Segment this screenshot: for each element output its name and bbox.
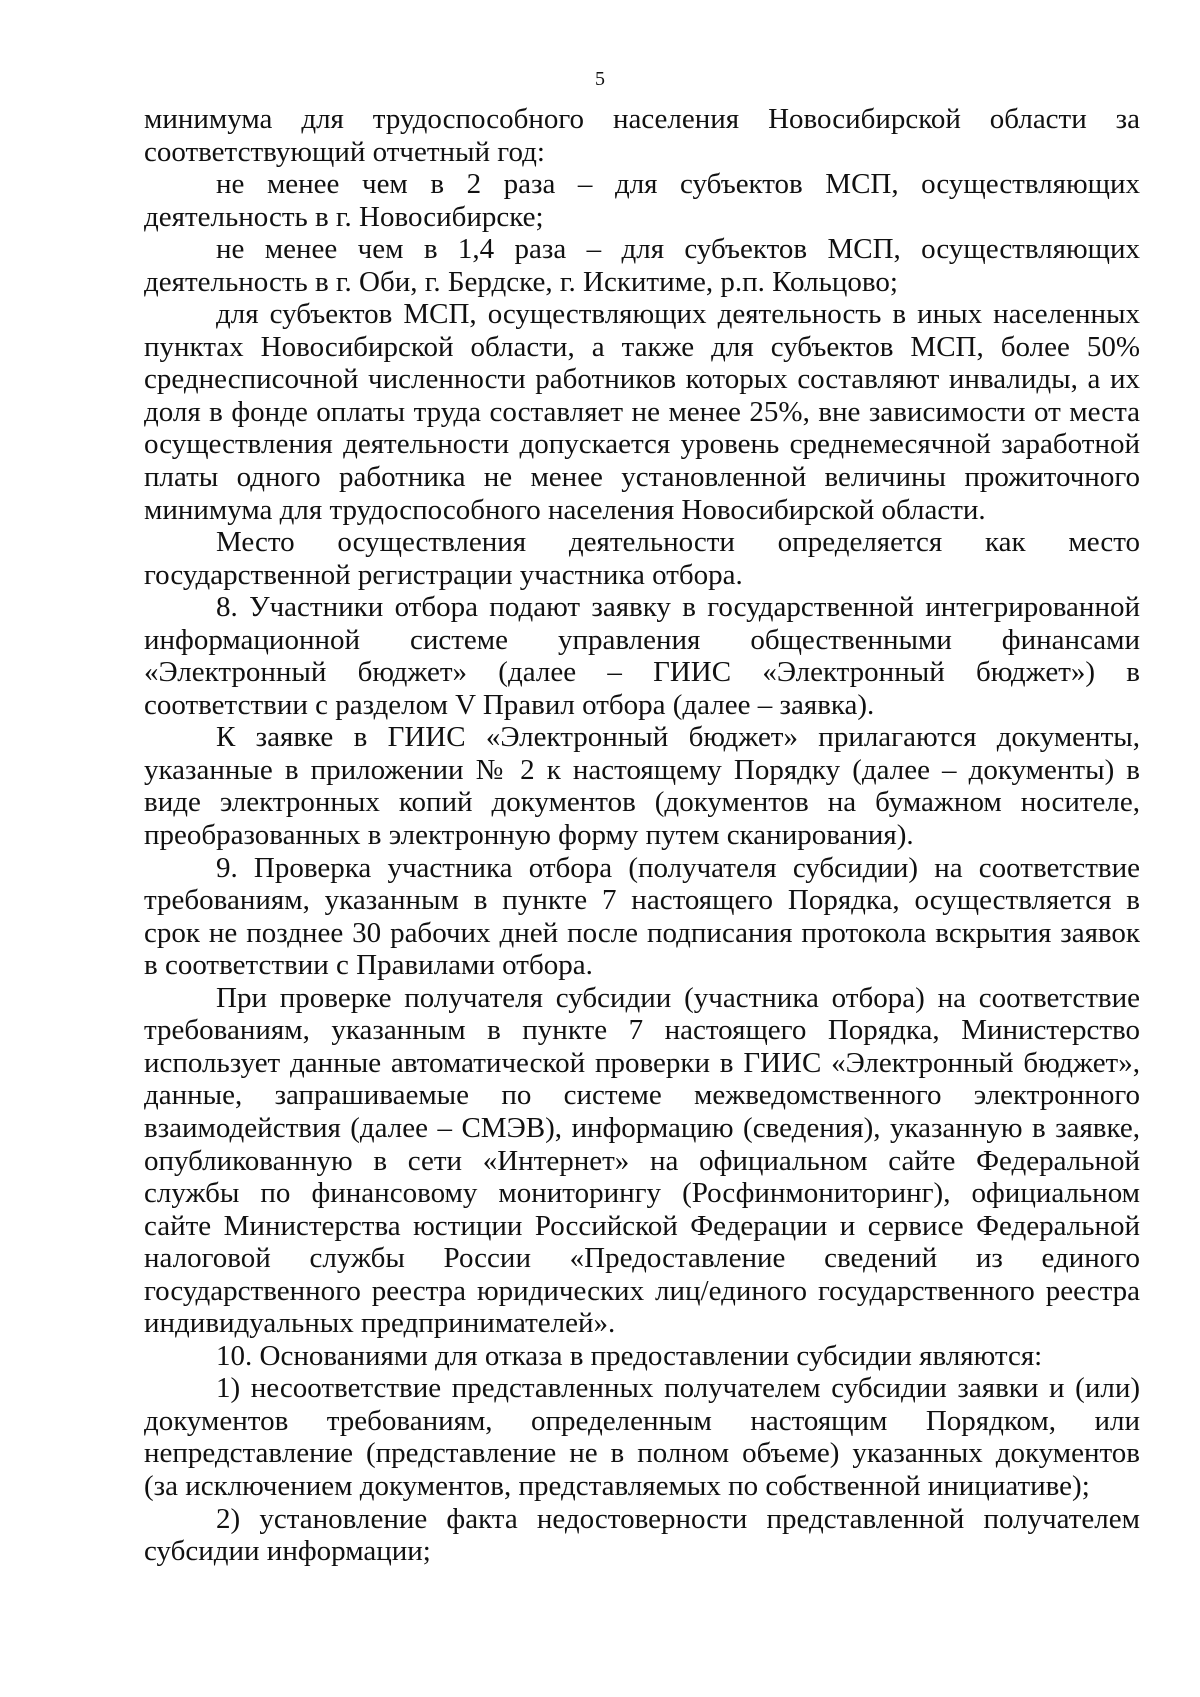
paragraph-continuation: минимума для трудоспособного населения Новосибирской области за соответствующий отчетный год: [144, 103, 1140, 168]
page-number: 5 [595, 68, 605, 90]
paragraph-place-of-activity: Место осуществления деятельности определяется как место государственной регистрации участника отбора. [144, 526, 1140, 591]
paragraph-item-9: 9. Проверка участника отбора (получателя субсидии) на соответствие требованиям, указанным в пункте 7 настоящего Порядка, осуществляется в срок не позднее 30 рабочих дней после подписания протокола вскрытия заявок в соответствии с Правилами отбора. [144, 851, 1140, 982]
paragraph-novosibirsk-wage: не менее чем в 2 раза – для субъектов МСП, осуществляющих деятельность в г. Новосибирске; [144, 168, 1140, 233]
paragraph-application-documents: К заявке в ГИИС «Электронный бюджет» прилагаются документы, указанные в приложении № 2 к настоящему Порядку (далее – документы) в виде электронных копий документов (документов на бумажном носителе, преобразованных в электронную форму путем сканирования). [144, 721, 1140, 852]
paragraph-refusal-ground-2: 2) установление факта недостоверности представленной получателем субсидии информации; [144, 1502, 1140, 1568]
document-body [144, 103, 1140, 1568]
paragraph-satellite-cities-wage: не менее чем в 1,4 раза – для субъектов МСП, осуществляющих деятельность в г. Оби, г. Бердске, г. Искитиме, р.п. Кольцово; [144, 233, 1140, 298]
paragraph-item-8: 8. Участники отбора подают заявку в государственной интегрированной информационной системе управления общественными финансами «Электронный бюджет» (далее – ГИИС «Электронный бюджет») в соответствии с разделом V Правил отбора (далее – заявка). [144, 591, 1140, 721]
paragraph-refusal-ground-1: 1) несоответствие представленных получателем субсидии заявки и (или) документов требованиям, определенным настоящим Порядком, или непредставление (представление не в полном объеме) указанных документов (за исключением документов, представляемых по собственной инициативе); [144, 1372, 1140, 1502]
paragraph-item-10: 10. Основаниями для отказа в предоставлении субсидии являются: [216, 1339, 1043, 1372]
paragraph-verification-data: При проверке получателя субсидии (участника отбора) на соответствие требованиям, указанным в пункте 7 настоящего Порядка, Министерство использует данные автоматической проверки в ГИИС «Электронный бюджет», данные, запрашиваемые по системе межведомственного электронного взаимодействия (далее – СМЭВ), информацию (сведения), указанную в заявке, опубликованную в сети «Интернет» на официальном сайте Федеральной службы по финансовому мониторингу (Росфинмониторинг), официальном сайте Министерства юстиции Российской Федерации и сервисе Федеральной налоговой службы России «Предоставление сведений из единого государственного реестра юридических лиц/единого государственного реестра индивидуальных предпринимателей». [144, 981, 1140, 1340]
paragraph-other-settlements-wage: для субъектов МСП, осуществляющих деятельность в иных населенных пунктах Новосибирской области, а также для субъектов МСП, более 50% среднесписочной численности работников которых составляют инвалиды, а их доля в фонде оплаты труда составляет не менее 25%, вне зависимости от места осуществления деятельности допускается уровень среднемесячной заработной платы одного работника не менее установленной величины прожиточного минимума для трудоспособного населения Новосибирской области. [144, 298, 1140, 526]
